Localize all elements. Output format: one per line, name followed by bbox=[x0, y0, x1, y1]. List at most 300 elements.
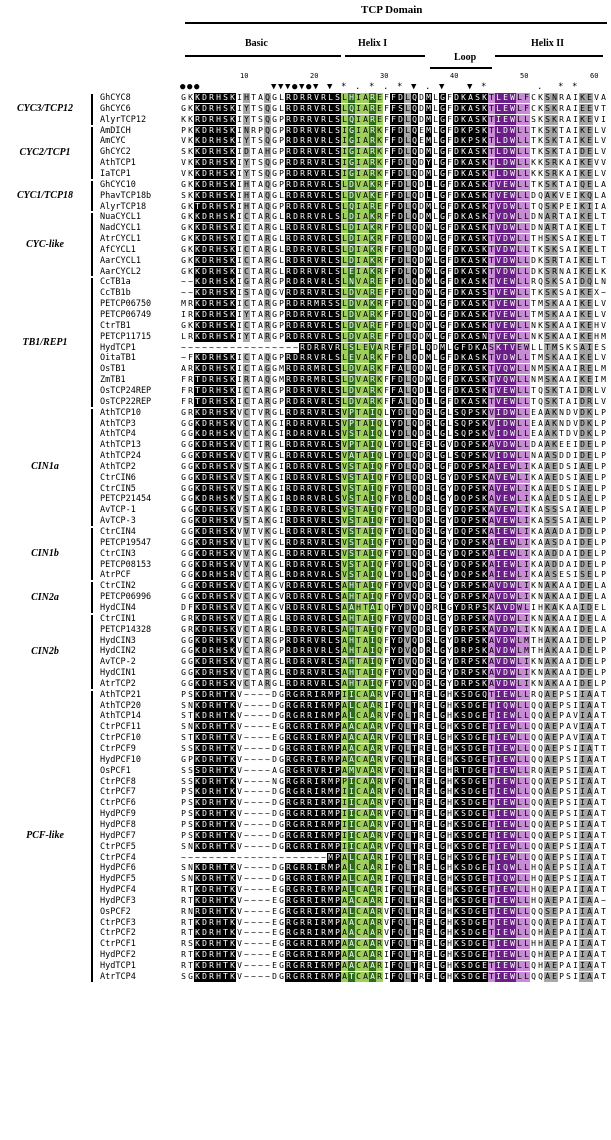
residue: S bbox=[335, 223, 340, 233]
residue: L bbox=[405, 548, 410, 558]
sequence-row bbox=[180, 787, 607, 797]
residue: T bbox=[251, 505, 256, 515]
residue: H bbox=[447, 895, 452, 905]
residue: L bbox=[594, 461, 599, 471]
residue: G bbox=[440, 288, 445, 298]
residue: ~ bbox=[251, 700, 256, 710]
residue: P bbox=[601, 461, 606, 471]
residue: L bbox=[524, 136, 529, 146]
residue: M bbox=[426, 320, 431, 330]
residue: D bbox=[202, 624, 207, 634]
residue: T bbox=[251, 179, 256, 189]
residue: R bbox=[461, 657, 466, 667]
residue: W bbox=[510, 451, 515, 461]
residue: L bbox=[517, 711, 522, 721]
residue: P bbox=[559, 689, 564, 699]
residue: A bbox=[349, 722, 354, 732]
residue: T bbox=[251, 678, 256, 688]
residue: ~ bbox=[251, 787, 256, 797]
residue: T bbox=[223, 765, 228, 775]
residue: K bbox=[230, 440, 235, 450]
residue: L bbox=[405, 483, 410, 493]
residue: V bbox=[258, 407, 263, 417]
residue: E bbox=[587, 570, 592, 580]
residue: A bbox=[363, 798, 368, 808]
residue: R bbox=[321, 700, 326, 710]
residue: V bbox=[496, 635, 501, 645]
residue: V bbox=[237, 646, 242, 656]
residue: D bbox=[398, 168, 403, 178]
residue: S bbox=[475, 440, 480, 450]
residue: R bbox=[265, 407, 270, 417]
residue: R bbox=[300, 516, 305, 526]
residue: S bbox=[580, 570, 585, 580]
residue: A bbox=[489, 592, 494, 602]
residue: K bbox=[230, 689, 235, 699]
residue: V bbox=[356, 364, 361, 374]
residue: R bbox=[307, 570, 312, 580]
residue: H bbox=[216, 592, 221, 602]
residue: A bbox=[559, 331, 564, 341]
residue: A bbox=[580, 505, 585, 515]
residue: W bbox=[510, 277, 515, 287]
residue: K bbox=[482, 494, 487, 504]
residue: R bbox=[419, 787, 424, 797]
residue: A bbox=[258, 277, 263, 287]
residue: E bbox=[552, 874, 557, 884]
residue: Q bbox=[461, 537, 466, 547]
sequence-name: HydPCF4 bbox=[100, 885, 136, 896]
residue: ~ bbox=[251, 852, 256, 862]
residue: G bbox=[475, 711, 480, 721]
residue: R bbox=[321, 895, 326, 905]
residue: H bbox=[216, 375, 221, 385]
sequence-row bbox=[180, 733, 607, 743]
residue: R bbox=[419, 722, 424, 732]
residue: R bbox=[286, 733, 291, 743]
residue: P bbox=[601, 570, 606, 580]
residue: E bbox=[587, 93, 592, 102]
residue: K bbox=[482, 451, 487, 461]
residue: H bbox=[265, 147, 270, 157]
residue: Y bbox=[447, 592, 452, 602]
residue: I bbox=[349, 841, 354, 851]
residue: L bbox=[524, 874, 529, 884]
residue: R bbox=[300, 787, 305, 797]
residue: E bbox=[566, 440, 571, 450]
residue: R bbox=[321, 440, 326, 450]
residue: R bbox=[300, 505, 305, 515]
residue: G bbox=[440, 353, 445, 363]
residue: Q bbox=[531, 711, 536, 721]
residue: I bbox=[573, 136, 578, 146]
residue: L bbox=[594, 635, 599, 645]
residue: S bbox=[461, 733, 466, 743]
residue: H bbox=[216, 581, 221, 591]
residue: P bbox=[335, 798, 340, 808]
residue: S bbox=[335, 461, 340, 471]
residue: R bbox=[209, 223, 214, 233]
residue: H bbox=[216, 147, 221, 157]
residue: R bbox=[307, 928, 312, 938]
residue: T bbox=[251, 592, 256, 602]
residue: A bbox=[398, 385, 403, 395]
residue: F bbox=[447, 266, 452, 276]
residue: I bbox=[370, 516, 375, 526]
residue: I bbox=[356, 125, 361, 135]
group-label: CIN2a bbox=[31, 591, 59, 603]
residue: S bbox=[244, 516, 249, 526]
residue: K bbox=[482, 385, 487, 395]
residue: K bbox=[580, 353, 585, 363]
residue: S bbox=[335, 602, 340, 612]
residue: T bbox=[559, 255, 564, 265]
residue: T bbox=[356, 635, 361, 645]
residue: V bbox=[573, 711, 578, 721]
residue: S bbox=[566, 863, 571, 873]
residue: D bbox=[293, 93, 298, 102]
residue: Q bbox=[398, 819, 403, 829]
residue: I bbox=[314, 700, 319, 710]
residue: A bbox=[559, 364, 564, 374]
residue: G bbox=[293, 744, 298, 753]
residue: D bbox=[433, 342, 438, 352]
residue: V bbox=[279, 602, 284, 612]
residue: K bbox=[195, 787, 200, 797]
residue: R bbox=[209, 668, 214, 678]
residue: D bbox=[293, 125, 298, 135]
residue: D bbox=[398, 310, 403, 319]
residue: D bbox=[454, 505, 459, 515]
residue: A bbox=[258, 678, 263, 688]
residue: A bbox=[258, 331, 263, 341]
residue: R bbox=[307, 223, 312, 233]
residue: M bbox=[426, 331, 431, 341]
residue: M bbox=[328, 809, 333, 819]
residue: D bbox=[244, 147, 249, 157]
residue: T bbox=[356, 440, 361, 450]
residue: P bbox=[468, 581, 473, 591]
residue: Q bbox=[538, 895, 543, 905]
residue: I bbox=[573, 906, 578, 916]
residue: D bbox=[293, 429, 298, 439]
residue: A bbox=[566, 179, 571, 189]
residue: T bbox=[489, 179, 494, 189]
residue: N bbox=[531, 451, 536, 461]
residue: E bbox=[349, 266, 354, 276]
residue: ~ bbox=[265, 722, 270, 732]
residue: L bbox=[524, 375, 529, 385]
residue: K bbox=[454, 754, 459, 764]
residue: I bbox=[573, 646, 578, 656]
residue: D bbox=[293, 190, 298, 200]
residue: R bbox=[286, 472, 291, 482]
residue: S bbox=[223, 613, 228, 623]
residue: V bbox=[237, 744, 242, 753]
residue: R bbox=[468, 602, 473, 612]
residue: K bbox=[482, 353, 487, 363]
residue: A bbox=[342, 863, 347, 873]
residue: D bbox=[202, 201, 207, 211]
residue: W bbox=[510, 103, 515, 113]
residue: V bbox=[342, 483, 347, 493]
residue: K bbox=[195, 559, 200, 569]
residue: G bbox=[440, 527, 445, 536]
residue: T bbox=[356, 451, 361, 461]
residue: A bbox=[363, 646, 368, 656]
residue: R bbox=[307, 744, 312, 753]
residue: Y bbox=[391, 624, 396, 634]
residue: C bbox=[244, 385, 249, 395]
residue: L bbox=[328, 244, 333, 254]
residue: D bbox=[580, 277, 585, 287]
residue: K bbox=[188, 255, 193, 265]
residue: Q bbox=[412, 255, 417, 265]
residue: A bbox=[566, 592, 571, 602]
residue: Q bbox=[265, 190, 270, 200]
residue: D bbox=[419, 451, 424, 461]
conservation-symbol: ▼ bbox=[439, 82, 445, 92]
residue: I bbox=[342, 830, 347, 840]
residue: Q bbox=[398, 895, 403, 905]
residue: V bbox=[237, 765, 242, 775]
residue: V bbox=[601, 147, 606, 157]
residue: Q bbox=[412, 407, 417, 417]
residue: A bbox=[566, 537, 571, 547]
residue: W bbox=[510, 809, 515, 819]
residue: A bbox=[363, 787, 368, 797]
residue: A bbox=[538, 516, 543, 526]
residue: S bbox=[223, 472, 228, 482]
residue: R bbox=[426, 613, 431, 623]
residue: S bbox=[566, 776, 571, 786]
residue: G bbox=[181, 223, 186, 233]
residue: A bbox=[559, 668, 564, 678]
residue: W bbox=[510, 114, 515, 124]
sequence-row bbox=[180, 386, 607, 396]
residue: D bbox=[202, 320, 207, 330]
residue: T bbox=[531, 125, 536, 135]
residue: F bbox=[391, 353, 396, 363]
residue: K bbox=[580, 310, 585, 319]
residue: Q bbox=[461, 472, 466, 482]
residue: D bbox=[552, 548, 557, 558]
residue: D bbox=[587, 602, 592, 612]
residue: I bbox=[573, 505, 578, 515]
residue: I bbox=[496, 928, 501, 938]
residue: V bbox=[237, 809, 242, 819]
residue: S bbox=[335, 429, 340, 439]
residue: R bbox=[377, 765, 382, 775]
residue: N bbox=[272, 776, 277, 786]
residue: D bbox=[419, 255, 424, 265]
residue: L bbox=[279, 624, 284, 634]
residue: G bbox=[272, 136, 277, 146]
residue: S bbox=[475, 331, 480, 341]
residue: K bbox=[230, 93, 235, 102]
residue: I bbox=[594, 375, 599, 385]
residue: A bbox=[370, 885, 375, 895]
residue: P bbox=[601, 559, 606, 569]
residue: A bbox=[468, 190, 473, 200]
residue: K bbox=[230, 168, 235, 178]
residue: V bbox=[314, 125, 319, 135]
position-tick: 40 bbox=[450, 72, 459, 80]
residue: H bbox=[216, 190, 221, 200]
residue: I bbox=[237, 103, 242, 113]
residue: A bbox=[363, 429, 368, 439]
residue: I bbox=[573, 461, 578, 471]
residue: Y bbox=[447, 668, 452, 678]
residue: V bbox=[496, 190, 501, 200]
residue: A bbox=[258, 212, 263, 222]
residue: R bbox=[286, 765, 291, 775]
residue: V bbox=[342, 440, 347, 450]
residue: E bbox=[552, 798, 557, 808]
residue: D bbox=[454, 179, 459, 189]
residue: L bbox=[594, 396, 599, 406]
residue: R bbox=[321, 472, 326, 482]
residue: D bbox=[419, 505, 424, 515]
residue: V bbox=[356, 375, 361, 385]
residue: A bbox=[468, 93, 473, 102]
residue: I bbox=[356, 212, 361, 222]
residue: S bbox=[223, 158, 228, 168]
residue: Q bbox=[461, 407, 466, 417]
residue: A bbox=[545, 744, 550, 753]
residue: F bbox=[447, 179, 452, 189]
residue: A bbox=[545, 722, 550, 732]
residue: V bbox=[237, 548, 242, 558]
residue: E bbox=[503, 310, 508, 319]
residue: T bbox=[412, 928, 417, 938]
residue: Y bbox=[244, 114, 249, 124]
residue: T bbox=[412, 830, 417, 840]
residue: K bbox=[461, 266, 466, 276]
residue: D bbox=[503, 451, 508, 461]
residue: ~ bbox=[244, 928, 249, 938]
residue: D bbox=[454, 483, 459, 493]
residue: A bbox=[258, 581, 263, 591]
residue: D bbox=[468, 830, 473, 840]
residue: P bbox=[468, 570, 473, 580]
residue: L bbox=[342, 353, 347, 363]
residue: G bbox=[272, 461, 277, 471]
residue: R bbox=[265, 451, 270, 461]
residue: K bbox=[230, 418, 235, 428]
residue: D bbox=[202, 809, 207, 819]
residue: K bbox=[370, 212, 375, 222]
residue: R bbox=[300, 874, 305, 884]
residue: W bbox=[510, 158, 515, 168]
residue: K bbox=[265, 418, 270, 428]
residue: L bbox=[433, 331, 438, 341]
residue: P bbox=[468, 635, 473, 645]
residue: S bbox=[335, 103, 340, 113]
residue: Q bbox=[412, 451, 417, 461]
residue: E bbox=[587, 234, 592, 244]
residue: L bbox=[328, 114, 333, 124]
conservation-symbol: ● bbox=[292, 82, 298, 92]
residue: C bbox=[244, 592, 249, 602]
residue: E bbox=[531, 429, 536, 439]
residue: A bbox=[258, 310, 263, 319]
residue: Q bbox=[412, 635, 417, 645]
residue: V bbox=[244, 559, 249, 569]
residue: M bbox=[426, 103, 431, 113]
residue: H bbox=[216, 776, 221, 786]
residue: M bbox=[328, 711, 333, 721]
residue: G bbox=[440, 581, 445, 591]
residue: V bbox=[496, 646, 501, 656]
residue: G bbox=[181, 613, 186, 623]
residue: H bbox=[216, 874, 221, 884]
residue: D bbox=[293, 310, 298, 319]
residue: Y bbox=[447, 646, 452, 656]
residue: P bbox=[335, 885, 340, 895]
residue: K bbox=[580, 114, 585, 124]
residue: D bbox=[202, 765, 207, 775]
residue: G bbox=[181, 668, 186, 678]
residue: I bbox=[384, 895, 389, 905]
residue: P bbox=[468, 548, 473, 558]
residue: A bbox=[363, 722, 368, 732]
residue: R bbox=[209, 624, 214, 634]
residue: L bbox=[328, 527, 333, 536]
residue: S bbox=[475, 299, 480, 309]
residue: Q bbox=[377, 635, 382, 645]
residue: D bbox=[202, 429, 207, 439]
residue: L bbox=[433, 516, 438, 526]
residue: R bbox=[426, 494, 431, 504]
residue: F bbox=[447, 461, 452, 471]
residue: G bbox=[440, 190, 445, 200]
residue: A bbox=[342, 678, 347, 688]
residue: K bbox=[482, 668, 487, 678]
residue: R bbox=[286, 407, 291, 417]
residue: D bbox=[272, 711, 277, 721]
residue: S bbox=[531, 114, 536, 124]
residue: V bbox=[496, 505, 501, 515]
residue: ~ bbox=[258, 722, 263, 732]
residue: A bbox=[363, 624, 368, 634]
residue: F bbox=[391, 255, 396, 265]
residue: R bbox=[286, 136, 291, 146]
residue: G bbox=[181, 537, 186, 547]
residue: E bbox=[482, 787, 487, 797]
residue: G bbox=[440, 917, 445, 927]
residue: S bbox=[181, 700, 186, 710]
residue: H bbox=[244, 93, 249, 102]
residue: N bbox=[552, 93, 557, 102]
residue: ~ bbox=[258, 917, 263, 927]
residue: Y bbox=[391, 472, 396, 482]
residue: H bbox=[447, 819, 452, 829]
residue: L bbox=[342, 342, 347, 352]
residue: K bbox=[230, 548, 235, 558]
residue: R bbox=[321, 874, 326, 884]
residue: F bbox=[391, 103, 396, 113]
residue: A bbox=[258, 505, 263, 515]
residue: I bbox=[314, 830, 319, 840]
residue: E bbox=[503, 396, 508, 406]
residue: Y bbox=[447, 548, 452, 558]
residue: L bbox=[433, 288, 438, 298]
residue: V bbox=[237, 624, 242, 634]
residue: L bbox=[594, 646, 599, 656]
residue: Q bbox=[412, 168, 417, 178]
residue: A bbox=[489, 483, 494, 493]
